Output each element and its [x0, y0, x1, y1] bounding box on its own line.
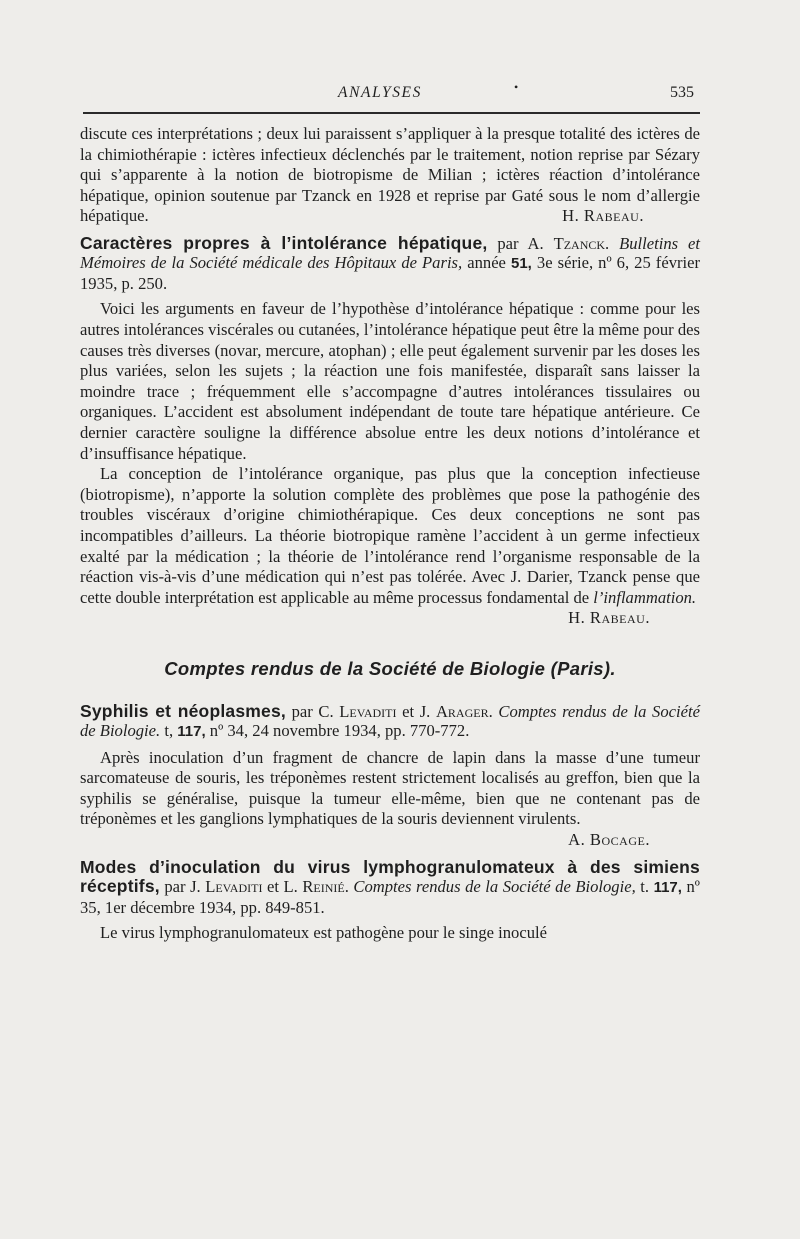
tzanck-paragraph-1: Voici les arguments en faveur de l’hypothèse d’intolérance hépatique : comme pour les autres intolérances viscérales ou cutanées, l’intolérance hépatique peut être la même pour des causes très diverses (novar, mercure, atophan) ; elle peut également survenir par les doses les plus variées, selon les sujets ; la réaction une fois manifestée, disparaît sans laisser la moindre trace ; fréquemment elle s’accompagne d’autres intolérances tissulaires ou organiques. L’accident est absolument indépendant de toute tare hépatique antérieure. Ce dernier caractère souligne la différence absolue entre les deux notions d’intolérance et d’insuffisance hépatique. — [80, 299, 700, 463]
running-header-title: ANALYSES — [338, 84, 422, 101]
article-author-1: Levaditi — [339, 701, 397, 721]
article-heading-tzanck — [80, 234, 700, 294]
article-author: Tzanck. — [553, 233, 610, 253]
lympho-paragraph: Le virus lymphogranulomateux est pathogène pour le singe inoculé — [100, 923, 547, 943]
article-by: par C. — [291, 701, 334, 721]
section-heading: Comptes rendus de la Société de Biologie (Paris). — [164, 657, 616, 679]
article-year-label: année — [467, 253, 506, 273]
inflammation-italic: l’inflammation. — [593, 587, 697, 607]
article-author-2: Arager. — [435, 701, 493, 721]
page-body — [80, 124, 700, 944]
article-by: par A. — [497, 233, 544, 253]
continued-text: discute ces interprétations ; deux lui paraissent s’appliquer à la presque totalité des ictères de la chimiothérapie : ictères infectieux déclenchés par le traitement, notion reprise par Sézary qui s’apparente à la notion de biotropisme de Milian ; ictères réaction d’intolérance hépatique, opinion soutenue par Tzanck en 1928 et reprise par Gaté sous le nom d’allergie hépatique. — [80, 124, 700, 226]
article-title: Modes d’inoculation du virus lymphogranulomateux à des simiens réceptifs, — [80, 856, 700, 897]
header-rule — [83, 112, 700, 114]
article-reference: série, nº 6, 25 février 1935, p. 250. — [80, 253, 701, 293]
article-journal: Comptes rendus de la Société de Biologie. — [80, 701, 700, 741]
header-dot: • — [514, 80, 519, 94]
article-volume: 117, — [177, 723, 206, 741]
article-author-2: Reinié. — [302, 877, 349, 897]
article-heading-levaditi-arager — [80, 702, 700, 742]
article-volume: 117, — [653, 879, 682, 897]
article-heading-levaditi-reinie — [80, 858, 700, 918]
signature-bocage: A. Bocage. — [568, 829, 650, 849]
signature-rabeau-2: H. Rabeau. — [568, 608, 650, 628]
article-journal: Comptes rendus de la Société de Biologie, — [353, 877, 636, 897]
article-title: Caractères propres à l’intolérance hépatique, — [80, 232, 488, 253]
syphilis-paragraph: Après inoculation d’un fragment de chancre de lapin dans la masse d’une tumeur sarcomateuse de souris, les tréponèmes restent strictement localisés au greffon, bien que la syphilis se généralise, puisque la tumeur elle-même, bien que ne contenant pas de tréponèmes et les ganglions lymphatiques de la souris deviennent virulents. — [80, 747, 700, 829]
article-journal: Bulletins et Mémoires de la Société médicale des Hôpitaux de Paris, — [80, 233, 700, 273]
tzanck-paragraph-2 — [80, 464, 700, 608]
article-t-label: t, — [164, 721, 174, 741]
article-year-num: 51, — [511, 255, 532, 273]
article-t-label: t. — [640, 877, 650, 897]
article-and: et J. — [402, 701, 431, 721]
tzanck-paragraph-2-text: La conception de l’intolérance organique, pas plus que la conception infectieuse (biotropisme), n’apporte la solution complète des problèmes que pose la pathogénie des troubles viscéraux d’origine chimiothérapique. Ces deux conceptions ne sont pas incompatibles d’ailleurs. La théorie biotropique ramène l’accident à un germe infectieux exalté par la médication ; la théorie de l’intolérance rend l’organisme responsable de la réaction vis-à-vis d’une médication qui n’est pas tolérée. Avec J. Darier, Tzanck pense que cette double interprétation est applicable au même processus fondamental de — [80, 464, 700, 607]
article-reference: nº 34, 24 novembre 1934, pp. 770-772. — [209, 721, 470, 741]
article-series-num: 3e — [536, 253, 553, 273]
signature-rabeau-1: H. Rabeau. — [562, 206, 644, 226]
article-title: Syphilis et néoplasmes, — [80, 700, 286, 721]
continued-paragraph — [80, 124, 700, 227]
article-and: et L. — [266, 877, 298, 897]
article-author-1: Levaditi — [205, 877, 263, 897]
article-reference: nº 35, 1er décembre 1934, pp. 849-851. — [80, 877, 700, 917]
page-number: 535 — [670, 84, 694, 101]
article-by: par J. — [164, 877, 201, 897]
